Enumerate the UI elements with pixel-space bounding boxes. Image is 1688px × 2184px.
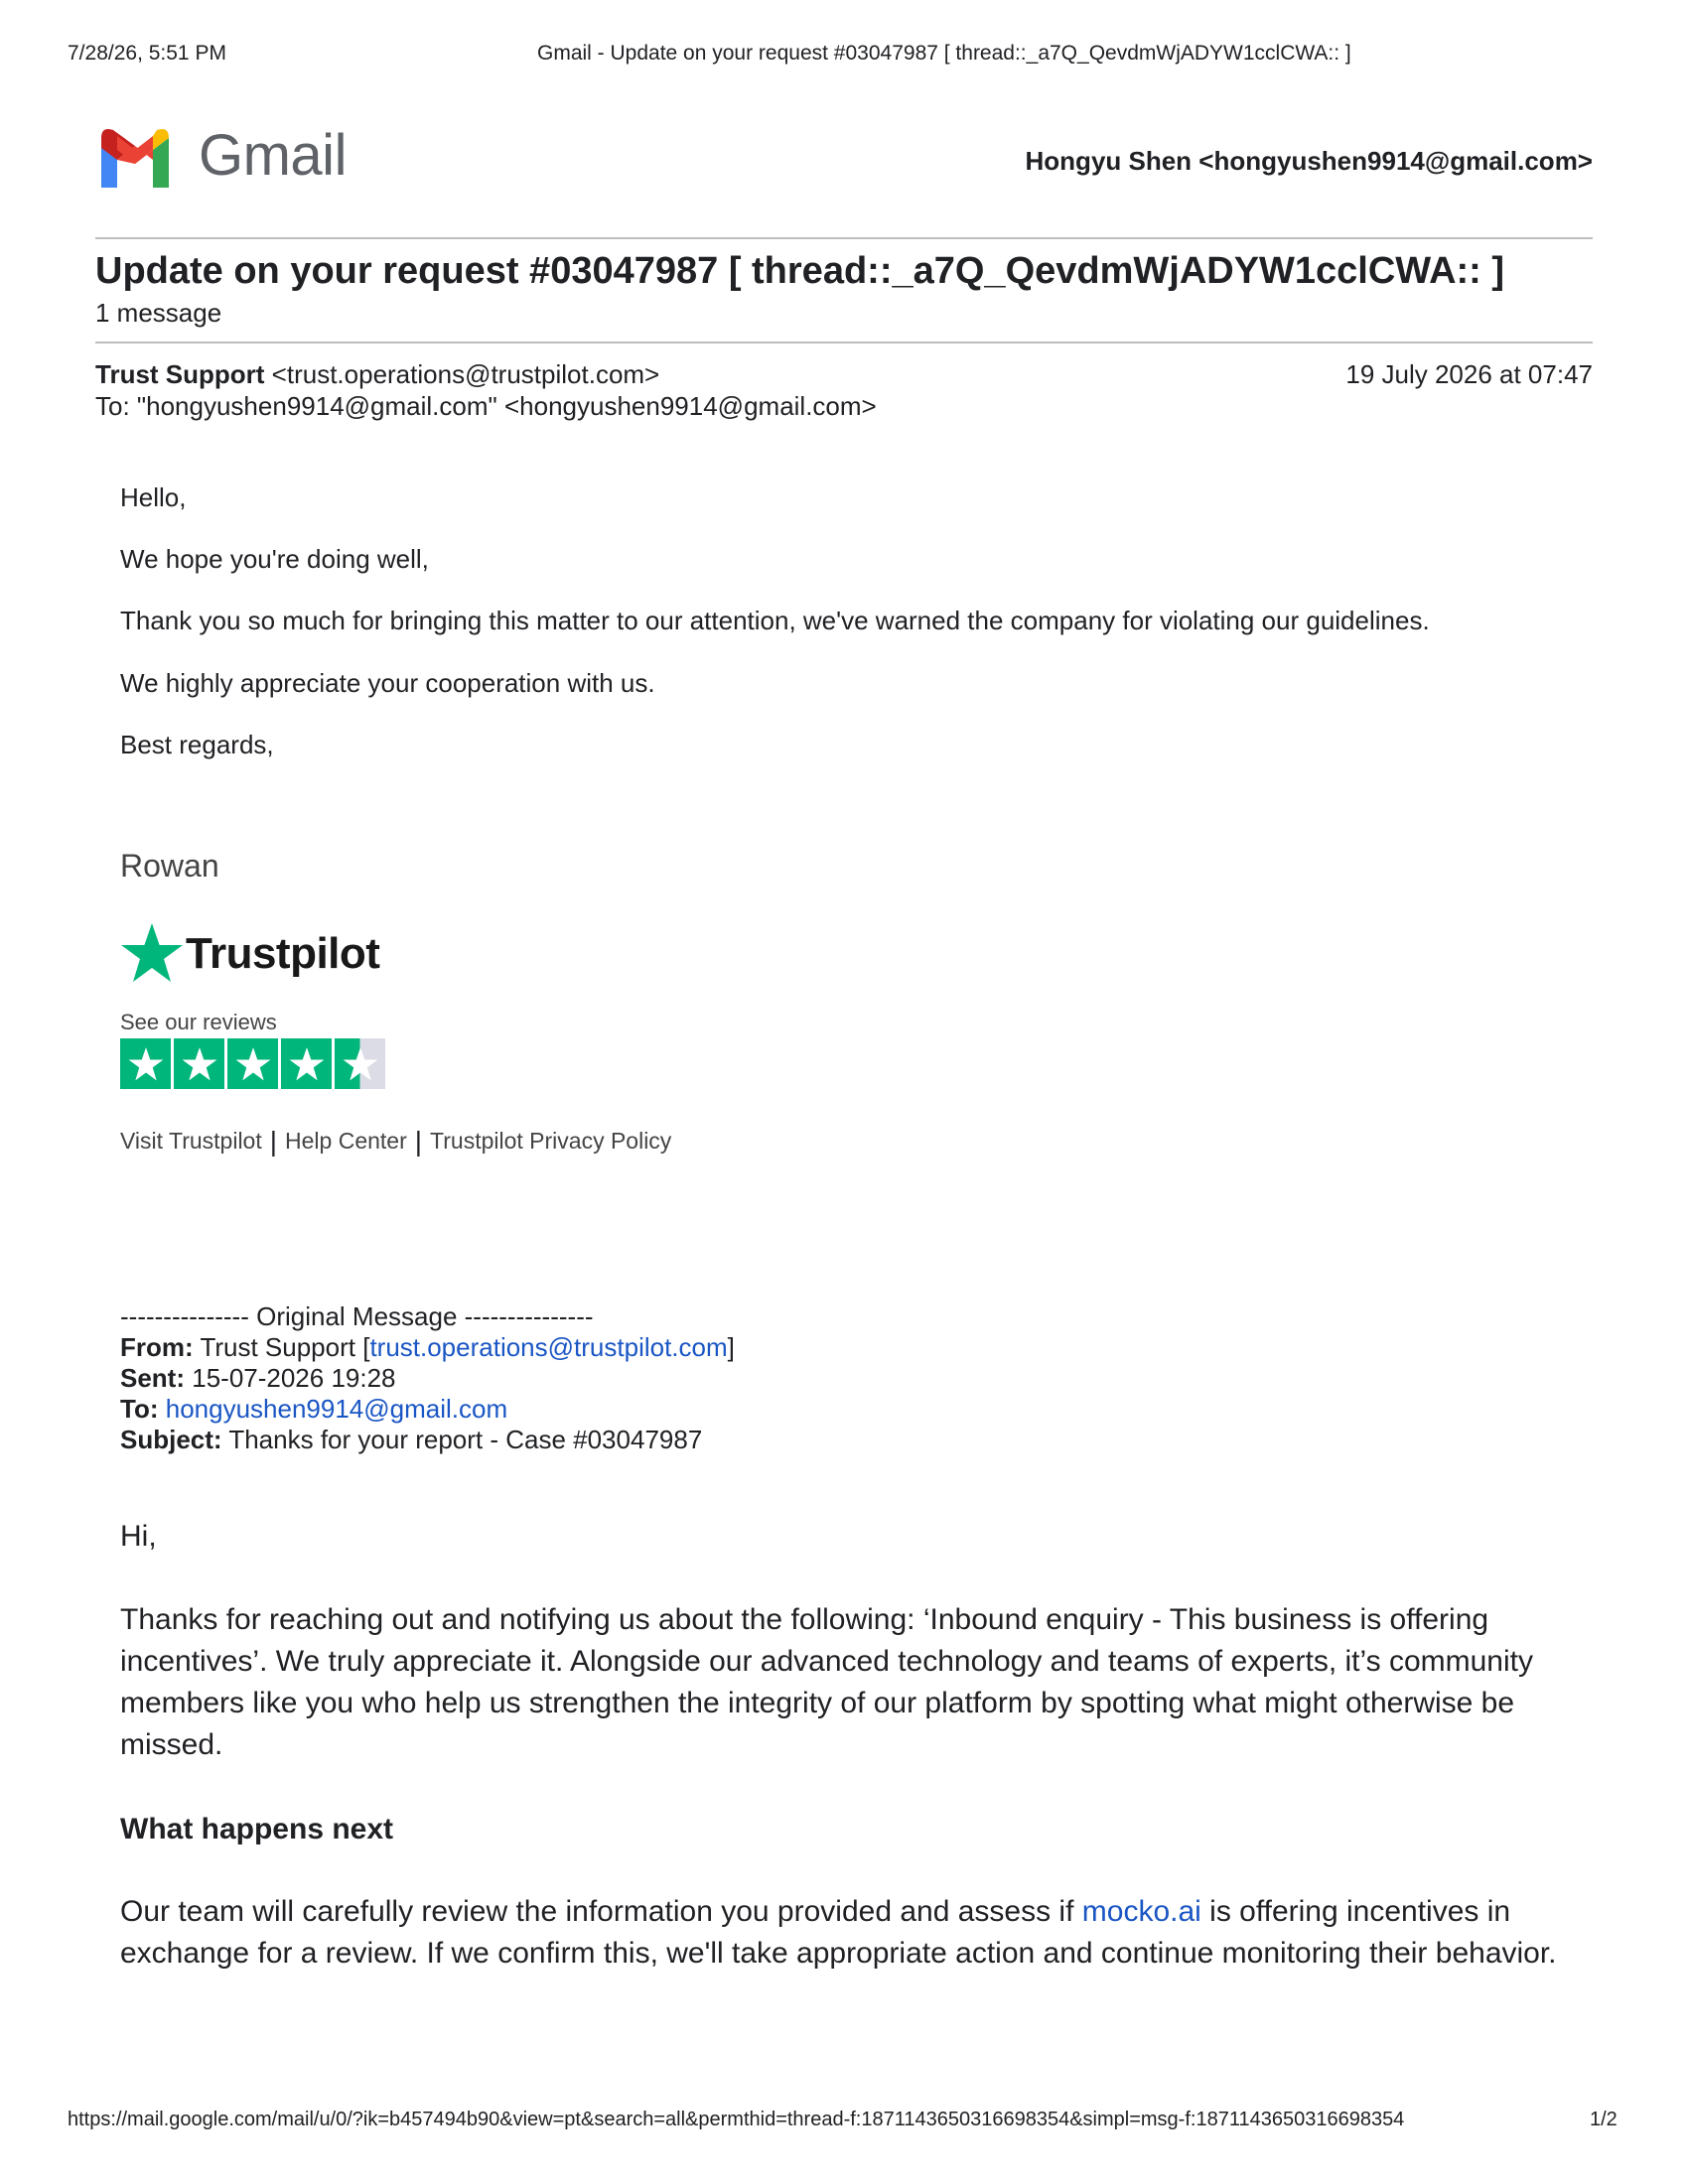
business-link[interactable]: mocko.ai — [1081, 1895, 1201, 1928]
original-message-divider: --------------- Original Message --------------- — [120, 1301, 594, 1331]
rating-star-icon — [174, 1038, 224, 1089]
signature-name: Rowan — [120, 848, 219, 884]
divider — [95, 237, 1593, 239]
to-email-link[interactable]: hongyushen9914@gmail.com — [165, 1394, 508, 1424]
original-from-line — [120, 1332, 735, 1363]
divider — [95, 341, 1593, 343]
trustpilot-logo — [120, 921, 398, 985]
print-url: https://mail.google.com/mail/u/0/?ik=b457494b90&view=pt&search=all&permthid=thread-f:1871143650316698354&simpl=msg-f:1871143650316698354 — [68, 2109, 1405, 2130]
rating-star-icon — [120, 1038, 171, 1089]
link-separator: | — [414, 1126, 423, 1157]
body-paragraph: Thank you so much for bringing this matter to our attention, we've warned the company for violating our guidelines. — [120, 606, 1430, 635]
sender-email: <trust.operations@trustpilot.com> — [271, 359, 660, 389]
section-heading: What happens next — [120, 1813, 394, 1845]
recipient-line: To: "hongyushen9914@gmail.com" <hongyushen9914@gmail.com> — [95, 391, 877, 421]
original-paragraph: Our team will carefully review the information you provided and assess if mocko.ai is offering incentives in exchange for a review. If we confirm this, we'll take appropriate action and continue monitoring their behavior. — [120, 1895, 1557, 1970]
gmail-wordmark: Gmail — [199, 123, 347, 188]
trustpilot-footer-links — [120, 1126, 671, 1158]
from-name: Trust Support [ — [200, 1332, 370, 1362]
message-date: 19 July 2026 at 07:47 — [1345, 359, 1593, 389]
body-paragraph: We highly appreciate your cooperation with us. — [120, 668, 655, 698]
rating-stars[interactable] — [120, 1038, 385, 1089]
print-datetime: 7/28/26, 5:51 PM — [68, 42, 226, 65]
trustpilot-wordmark: Trustpilot — [186, 929, 380, 978]
rating-half-star-icon — [335, 1038, 385, 1089]
visit-trustpilot-link[interactable]: Visit Trustpilot — [120, 1128, 262, 1154]
body-paragraph: Hello, — [120, 482, 187, 512]
body-paragraph: We hope you're doing well, — [120, 544, 429, 574]
link-separator: | — [269, 1126, 278, 1157]
original-to-line — [120, 1394, 507, 1425]
original-paragraph: Thanks for reaching out and notifying us about the following: ‘Inbound enquiry - This business is offering incentives’. We truly appreciate it. Alongside our advanced technology and teams of experts, it’s community members like you who help us strengthen the integrity of our platform by spotting what might otherwise be missed. — [120, 1603, 1533, 1761]
original-greeting: Hi, — [120, 1520, 157, 1553]
gmail-header — [95, 116, 1593, 196]
sent-value: 15-07-2026 19:28 — [192, 1363, 396, 1393]
message-count: 1 message — [95, 298, 222, 328]
subject-value: Thanks for your report - Case #03047987 — [228, 1425, 703, 1454]
print-page-title: Gmail - Update on your request #03047987 [ thread::_a7Q_QevdmWjADYW1cclCWA:: ] — [537, 42, 1351, 65]
see-reviews-link[interactable]: See our reviews — [120, 1010, 277, 1034]
sender-name: Trust Support — [95, 359, 265, 389]
privacy-policy-link[interactable]: Trustpilot Privacy Policy — [430, 1128, 672, 1154]
original-subject-line — [120, 1425, 702, 1455]
page-number: 1/2 — [1590, 2109, 1618, 2130]
original-sent-line — [120, 1363, 396, 1394]
thread-subject: Update on your request #03047987 [ thread::_a7Q_QevdmWjADYW1cclCWA:: ] — [95, 250, 1505, 292]
to-label: To: — [120, 1394, 159, 1424]
from-email-link[interactable]: trust.operations@trustpilot.com — [369, 1332, 728, 1362]
sent-label: Sent: — [120, 1363, 185, 1393]
gmail-logo-icon — [95, 124, 175, 188]
rating-star-icon — [281, 1038, 332, 1089]
subject-label: Subject: — [120, 1425, 222, 1454]
account-name: Hongyu Shen <hongyushen9914@gmail.com> — [1025, 146, 1593, 176]
body-paragraph: Best regards, — [120, 730, 274, 759]
from-close: ] — [727, 1332, 735, 1362]
from-label: From: — [120, 1332, 194, 1362]
rating-star-icon — [227, 1038, 278, 1089]
help-center-link[interactable]: Help Center — [285, 1128, 407, 1154]
sender-line — [95, 359, 659, 390]
trustpilot-star-icon — [120, 921, 184, 985]
